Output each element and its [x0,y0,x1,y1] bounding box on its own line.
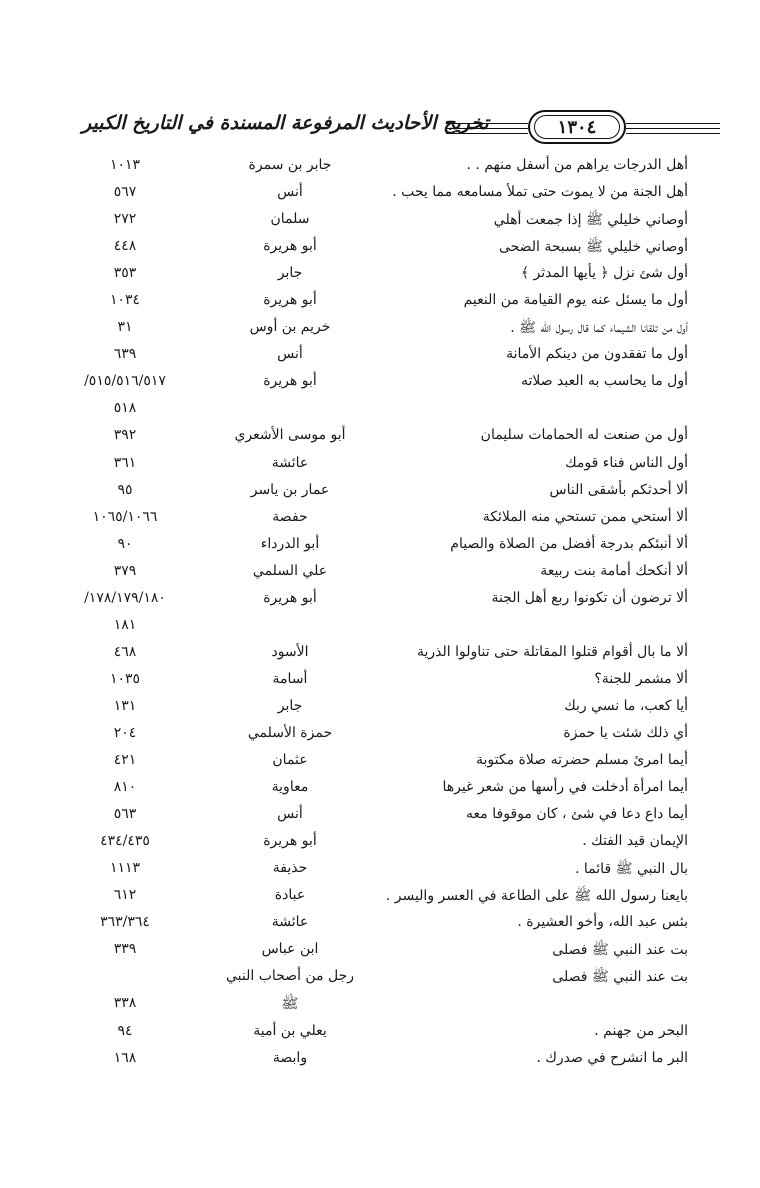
narrator-name: عمار بن ياسر [250,481,330,498]
index-row [60,1023,688,1050]
narrator-name: حفصة [272,508,308,525]
narrator-name: أنس [277,346,303,363]
header-rule [626,133,720,134]
page-refs: ١٣١ [113,697,137,714]
narrator-name: أبو هريرة [263,589,317,606]
narrator-name: عبادة [274,887,306,904]
index-row [60,157,688,184]
narrator-name: ﷺ [281,996,299,1013]
hadith-text: أول من تلقانا الشيماء كما قال رسول الله ﷺ . [510,320,688,337]
hadith-text: أول ما تفقدون من دينكم الأمانة [506,346,688,363]
page-refs: ١٠٣٥ [109,670,141,687]
page-refs: ٥١٨ [113,400,137,417]
page-refs: ٣٥٣ [113,265,137,282]
page-refs: ٥١٥/٥١٦/٥١٧/ [84,373,166,390]
hadith-text: أول من صنعت له الحمامات سليمان [480,427,688,444]
index-row [60,238,688,265]
header-rule [446,123,528,124]
hadith-text: أهل الجنة من لا يموت حتى تملأ مسامعه مما يحب . [392,184,688,201]
index-row [60,725,688,752]
page-refs: ٣٦١ [113,454,137,471]
index-row [60,1050,688,1077]
index-row [60,806,688,833]
header-rule [626,128,720,129]
hadith-text: بت عند النبي ﷺ فصلى [552,942,688,959]
header-rule [626,123,720,124]
index-row [60,671,688,698]
hadith-text: أي ذلك شئت يا حمزة [563,724,688,741]
hadith-text: أول ما يسئل عنه يوم القيامة من النعيم [463,292,688,309]
header-rule [446,128,528,129]
hadith-text: ألا أنكحك أمامة بنت ربيعة [540,562,688,579]
hadith-text: أهل الدرجات يراهم من أسفل منهم . . [466,157,688,173]
narrator-name: أنس [277,806,303,823]
narrator-name: أبو هريرة [263,238,317,255]
narrator-name: معاوية [271,779,309,796]
page-refs: ١٨١ [113,616,137,633]
hadith-text: ألا ترضون أن تكونوا ربع أهل الجنة [491,589,688,606]
index-row [60,427,688,454]
index-row [60,211,688,238]
index-row [60,887,688,914]
narrator-name: عثمان [272,752,308,769]
page-refs: ٣٦٣/٣٦٤ [100,914,150,931]
page-refs: ٤٣٤/٤٣٥ [100,833,150,850]
hadith-text: ألا أنبئكم بدرجة أفضل من الصلاة والصيام [450,535,688,552]
index-row [60,482,688,509]
page-refs: ١٧٨/١٧٩/١٨٠/ [84,589,166,606]
hadith-text: ألا ما بال أقوام قتلوا المقاتلة حتى تناولوا الذرية [416,643,688,660]
narrator-name: جابر بن سمرة [248,157,332,173]
index-row [60,400,688,427]
narrator-name: أنس [277,184,303,201]
page-refs: ١٦٨ [113,1049,137,1066]
index-row [60,184,688,211]
page-refs: ٤٦٨ [113,643,137,660]
narrator-name: جابر [277,697,303,714]
page-number-badge [528,110,626,144]
narrator-name: علي السلمي [252,562,328,579]
hadith-text: أيما داع دعا في شئ ، كان موقوفا معه [466,806,688,823]
index-row [60,860,688,887]
index-row [60,590,688,617]
index-row [60,914,688,941]
index-row [60,373,688,400]
page-refs: ٢٧٢ [113,211,137,228]
page-refs: ٣٧٩ [113,562,137,579]
narrator-name: خريم بن أوس [249,319,331,336]
narrator-name: عائشة [271,454,309,471]
hadith-text: أول الناس فناء قومك [565,454,688,471]
index-row [60,941,688,968]
page-header [48,104,720,150]
index-row [60,833,688,860]
index-row [60,617,688,644]
page-refs: ٤٤٨ [113,238,137,255]
hadith-text: أوصاني خليلي ﷺ بسبحة الضحى [498,239,688,256]
page-refs: ٩٠ [117,535,133,552]
page-refs: ٨١٠ [113,779,137,796]
page-refs: ١٠١٣ [109,157,141,173]
hadith-text: بت عند النبي ﷺ فصلى [552,969,688,986]
narrator-name: جابر [277,265,303,282]
narrator-name: أسامة [272,670,308,687]
narrator-name: سلمان [270,211,310,228]
page-refs: ١١١٣ [109,860,141,877]
hadith-text: ألا أحدثكم بأشقى الناس [549,481,688,498]
page-refs: ٩٤ [117,1022,133,1039]
index-row [60,346,688,373]
page-refs: ٩٥ [117,481,133,498]
hadith-text: أوصاني خليلي ﷺ إذا جمعت أهلي [493,212,688,229]
narrator-name: أبو هريرة [263,833,317,850]
narrator-name: عائشة [271,914,309,931]
page-refs: ٥٦٧ [113,184,137,201]
narrator-name: أبو هريرة [263,373,317,390]
narrator-name: ابن عباس [261,941,319,958]
narrator-name: وابصة [272,1049,308,1066]
index-row [60,292,688,319]
hadith-text: أول شئ نزل ﴿ يأيها المدثر ﴾ [520,265,688,282]
page-refs: ٦٣٩ [113,346,137,363]
hadith-text: ألا مشمر للجنة؟ [594,670,688,687]
narrator-name: أبو الدرداء [260,535,320,552]
narrator-name: حمزة الأسلمي [247,724,333,741]
narrator-name: يعلي بن أمية [253,1022,327,1039]
hadith-text: الإيمان قيد الفتك . [582,833,688,850]
page-refs: ٣١ [117,319,133,336]
page-refs: ١٠٦٥/١٠٦٦ [92,508,158,525]
header-rule [446,133,528,134]
page-refs: ٣٣٨ [113,995,137,1012]
narrator-name: أبو هريرة [263,292,317,309]
running-title: تخريج الأحاديث المرفوعة المسندة في التاريخ الكبير [82,112,489,134]
hadith-text: بايعنا رسول الله ﷺ على الطاعة في العسر واليسر . [385,888,688,905]
hadith-text: البر ما انشرح في صدرك . [536,1049,688,1066]
page-refs: ٣٩٢ [113,427,137,444]
index-row [60,536,688,563]
index-row [60,779,688,806]
page-refs: ١٠٣٤ [109,292,141,309]
page-refs: ٦١٢ [113,887,137,904]
hadith-text: أيما امرئ مسلم حضرته صلاة مكتوبة [476,752,688,769]
index-row [60,455,688,482]
index-row [60,509,688,536]
hadith-text: أول ما يحاسب به العبد صلاته [520,373,688,390]
index-row [60,995,688,1022]
hadith-text: ألا أستحي ممن تستحي منه الملائكة [482,508,688,525]
narrator-name: حذيفة [272,860,308,877]
page-refs: ٣٣٩ [113,941,137,958]
page-number: ١٣٠٤ [534,115,620,139]
index-row [60,319,688,346]
index-row [60,265,688,292]
index-row [60,644,688,671]
hadith-index [60,157,688,1077]
hadith-text: بال النبي ﷺ قائما . [575,861,688,878]
hadith-text: أيما امرأة أدخلت في رأسها من شعر غيرها [442,779,688,796]
narrator-name: أبو موسى الأشعري [234,427,346,444]
hadith-text: أيا كعب، ما نسي ربك [564,697,688,714]
hadith-text: البحر من جهنم . [594,1022,688,1039]
index-row [60,563,688,590]
page-refs: ٢٠٤ [113,724,137,741]
page-refs: ٤٢١ [113,752,137,769]
index-row [60,752,688,779]
narrator-name: رجل من أصحاب النبي [225,968,355,985]
hadith-text: بئس عبد الله، وأخو العشيرة . [517,914,688,931]
index-row [60,968,688,995]
page-refs: ٥٦٣ [113,806,137,823]
index-row [60,698,688,725]
narrator-name: الأسود [271,643,309,660]
